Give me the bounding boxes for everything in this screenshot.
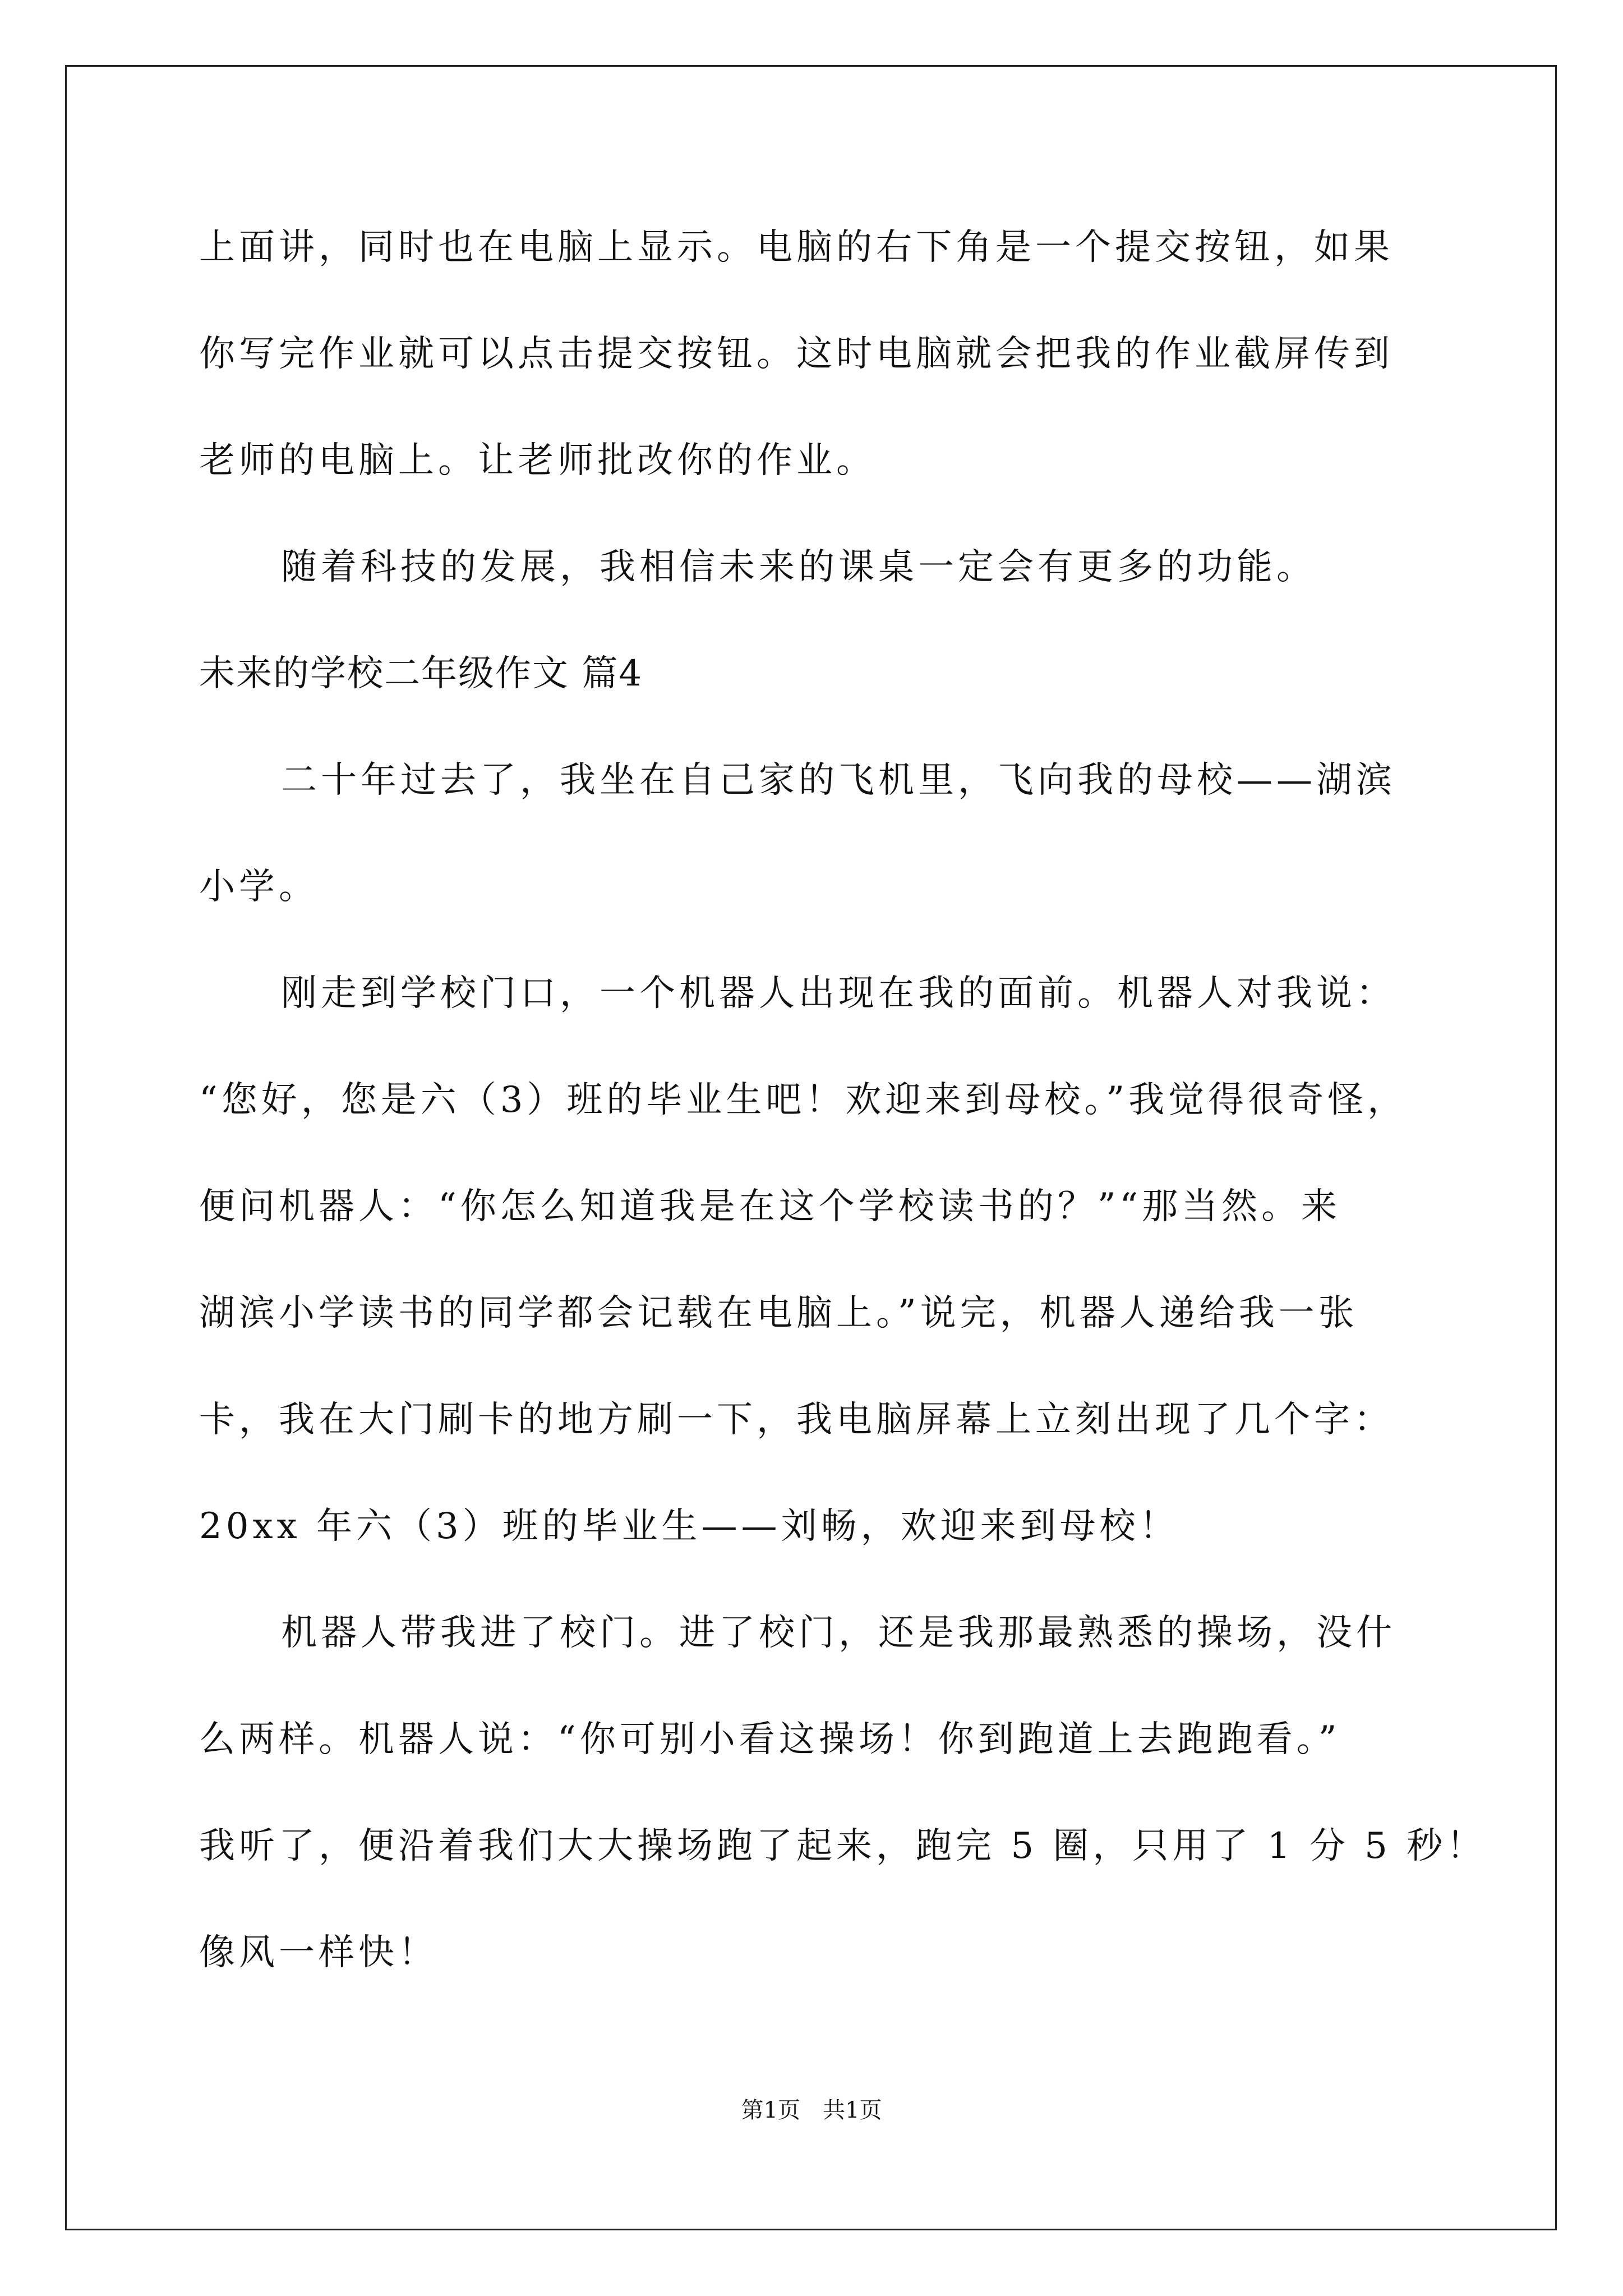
text-line: 你写完作业就可以点击提交按钮。这时电脑就会把我的作业截屏传到 (199, 333, 1394, 375)
text-line: 卡，我在大门刷卡的地方刷一下，我电脑屏幕上立刻出现了几个字： (199, 1399, 1394, 1441)
paragraph-start: 机器人带我进了校门。进了校门，还是我那最熟悉的操场，没什 (281, 1612, 1396, 1654)
text-line: 像风一样快！ (199, 1932, 438, 1973)
text-line: 湖滨小学读书的同学都会记载在电脑上。”说完，机器人递给我一张 (199, 1292, 1358, 1334)
page-footer: 第1页 共1页 (741, 2097, 882, 2123)
paragraph-start: 随着科技的发展，我相信未来的课桌一定会有更多的功能。 (281, 546, 1316, 588)
text-line: 么两样。机器人说：“你可别小看这操场！你到跑道上去跑跑看。” (199, 1719, 1341, 1760)
text-line: 20xx 年六（3）班的毕业生——刘畅，欢迎来到母校！ (199, 1506, 1179, 1547)
text-line: 我听了，便沿着我们大大操场跑了起来，跑完 5 圈，只用了 1 分 5 秒！ (199, 1825, 1487, 1867)
text-line: 小学。 (199, 866, 319, 908)
text-line: 上面讲，同时也在电脑上显示。电脑的右下角是一个提交按钮，如果 (199, 227, 1394, 268)
paragraph-start: 刚走到学校门口，一个机器人出现在我的面前。机器人对我说： (281, 973, 1396, 1014)
document-body (199, 209, 1487, 2021)
text-line: “您好，您是六（3）班的毕业生吧！欢迎来到母校。”我觉得很奇怪， (199, 1079, 1408, 1121)
text-line: 便问机器人：“你怎么知道我是在这个学校读书的？”“那当然。来 (199, 1186, 1341, 1227)
section-heading: 未来的学校二年级作文 篇4 (199, 653, 643, 694)
paragraph-start: 二十年过去了，我坐在自己家的飞机里，飞向我的母校——湖滨 (281, 760, 1396, 801)
text-line: 老师的电脑上。让老师批改你的作业。 (199, 440, 876, 481)
